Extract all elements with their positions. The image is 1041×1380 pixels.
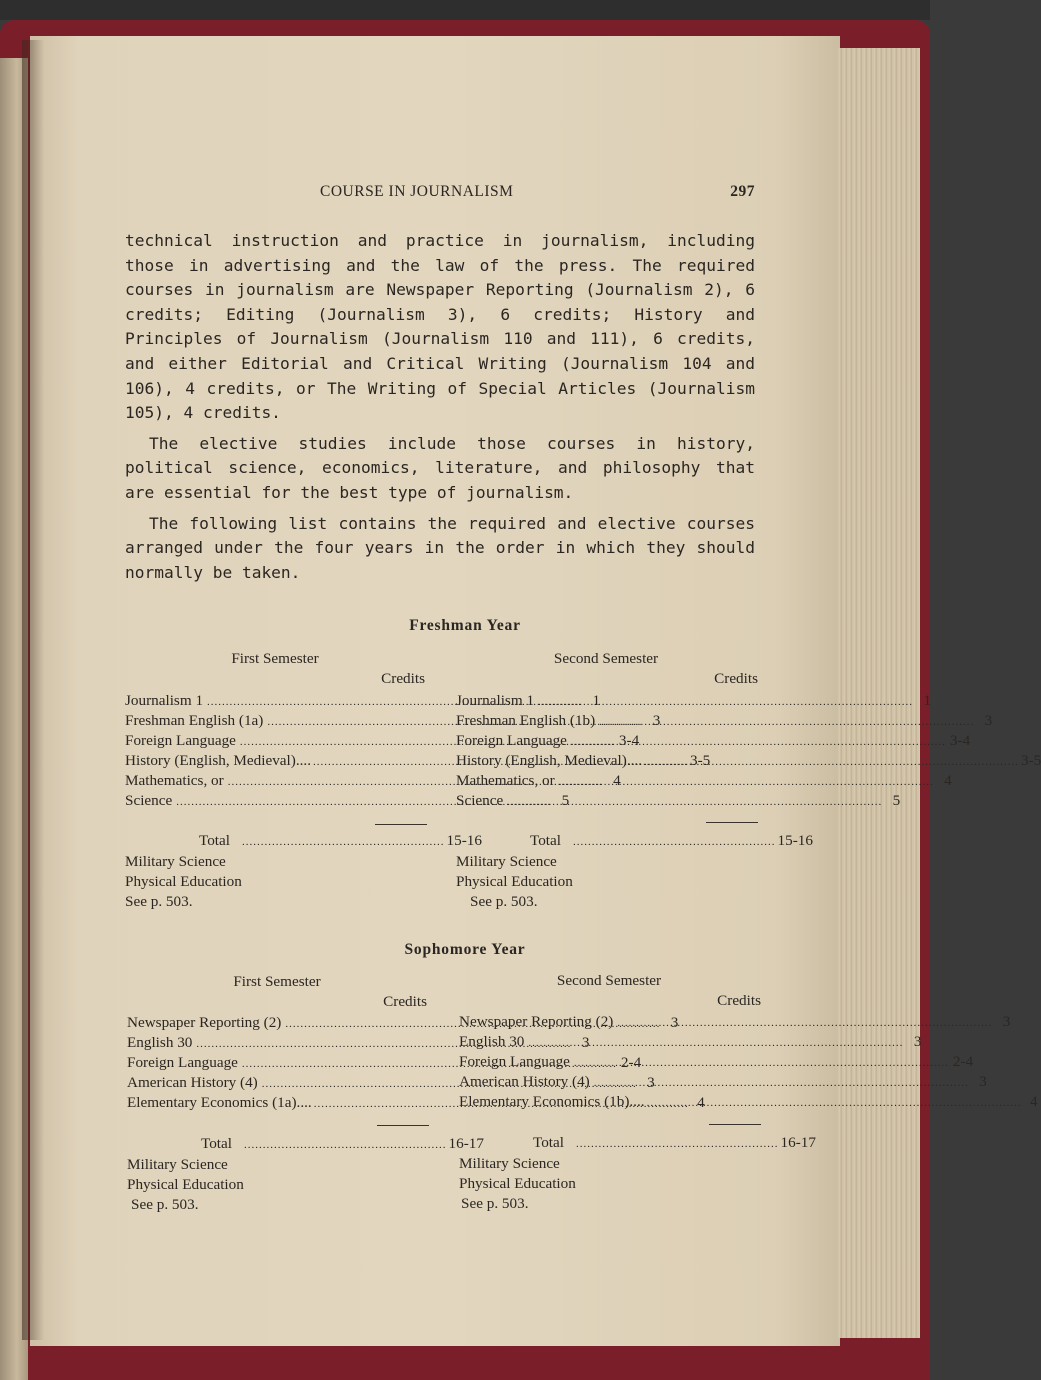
note-see-page: See p. 503. (125, 893, 193, 910)
paragraph: technical instruction and practice in journalism, including those in advertising and the law of the press. The required courses in journalism are Newspaper Reporting (Journalism 2), 6 credits; Editing (Journalism 3), 6 credits; History and Principles of Journalism (Journalism 110 and 111), 6 credits, and either Editorial and Critical Writing (Journalism 104 and 106), 4 credits, or The Writing of Special Articles (Journalism 105), 4 credits. (125, 231, 755, 423)
course-row (456, 792, 901, 812)
course-credits: 3 (652, 712, 661, 729)
leader-dots (507, 792, 882, 810)
course-credits: 3 (581, 1034, 590, 1051)
course-credits: 4 (697, 1094, 705, 1111)
course-row (127, 1054, 642, 1074)
leader-dots: ...................................................... (573, 836, 776, 848)
course-name: Elementary Economics (1b).... (459, 1093, 645, 1110)
course-name: Mathematics, or (456, 772, 555, 789)
sophomore-year-heading: Sophomore Year (404, 941, 526, 958)
course-name: Foreign Language (127, 1054, 238, 1071)
course-name: Science (456, 792, 504, 809)
course-credits: 4 (613, 772, 621, 789)
leader-dots (644, 752, 1019, 770)
course-credits: 3 (670, 1014, 679, 1031)
course-row (456, 772, 952, 792)
course-name: Elementary Economics (1a).... (127, 1094, 312, 1111)
note-military: Military Science (456, 853, 557, 870)
course-row (456, 752, 1041, 772)
note-physical-ed: Physical Education (456, 873, 573, 890)
semester-heading: First Semester (231, 650, 319, 667)
leader-dots (538, 692, 913, 710)
course-name: Newspaper Reporting (2) (127, 1014, 282, 1031)
course-row (456, 692, 932, 712)
note-physical-ed: Physical Education (127, 1176, 244, 1193)
course-credits: 3 (984, 712, 993, 729)
course-name: History (English, Medieval).... (456, 752, 643, 769)
course-credits: 4 (944, 772, 952, 789)
leader-dots (571, 732, 946, 750)
course-name: Journalism 1 (456, 692, 535, 709)
running-title: COURSE IN JOURNALISM (320, 183, 514, 200)
total-rule (709, 1124, 761, 1125)
course-credits: 4 (1029, 1093, 1038, 1110)
course-row (125, 732, 640, 752)
course-row (125, 752, 711, 772)
freshman-year-heading: Freshman Year (409, 617, 521, 634)
course-credits: 3 (979, 1073, 987, 1090)
leader-dots: ...................................................... (242, 836, 445, 848)
note-see-page: See p. 503. (461, 1195, 529, 1212)
course-row (456, 732, 971, 752)
course-credits: 2-4 (620, 1054, 642, 1071)
total-value: 15-16 (446, 832, 482, 849)
course-name: Foreign Language (125, 732, 236, 749)
note-military: Military Science (459, 1155, 560, 1172)
credits-heading: Credits (714, 670, 758, 687)
course-credits: 3-5 (690, 752, 711, 769)
credits-heading: Credits (383, 993, 427, 1010)
total-value: 16-17 (780, 1134, 816, 1151)
total-label: Total (530, 832, 561, 849)
course-name: Newspaper Reporting (2) (459, 1013, 614, 1030)
course-credits: 3-4 (618, 732, 640, 749)
leader-dots (599, 712, 974, 730)
course-name: Freshman English (1a) (125, 712, 264, 729)
note-physical-ed: Physical Education (459, 1175, 576, 1192)
course-name: Journalism 1 (125, 692, 204, 709)
course-credits: 5 (561, 792, 570, 809)
course-name: American History (4) (459, 1073, 590, 1090)
semester-heading: Second Semester (556, 972, 662, 989)
semester-heading: First Semester (233, 973, 321, 990)
freshman-second-semester (456, 650, 1041, 920)
total-label: Total (199, 832, 230, 849)
course-credits: 3 (647, 1074, 655, 1091)
total-row (201, 1135, 484, 1153)
course-name: Science (125, 792, 173, 809)
course-name: Foreign Language (456, 732, 567, 749)
total-rule (706, 822, 758, 823)
course-credits: 1 (923, 692, 932, 709)
spine-shadow (22, 40, 44, 1340)
course-credits: 3 (1002, 1013, 1011, 1030)
course-name: Freshman English (1b) (456, 712, 596, 729)
total-row (533, 1134, 816, 1152)
course-row (459, 1013, 1011, 1033)
total-rule (377, 1125, 429, 1126)
leader-dots (559, 772, 934, 790)
leader-dots (574, 1053, 949, 1071)
course-row (456, 712, 993, 732)
course-row (127, 1074, 655, 1094)
total-row (199, 832, 482, 850)
note-physical-ed: Physical Education (125, 873, 242, 890)
course-row (459, 1093, 1038, 1113)
leader-dots (617, 1013, 992, 1031)
total-label: Total (533, 1134, 564, 1151)
course-row (459, 1033, 922, 1053)
total-rule (375, 824, 427, 825)
leader-dots (528, 1033, 903, 1051)
paragraph: The elective studies include those courses in history, political science, economics, literature, and philosophy that are essential for the best type of journalism. (125, 433, 755, 502)
course-credits: 5 (892, 792, 901, 809)
course-credits: 3-4 (949, 732, 971, 749)
semester-heading: Second Semester (553, 650, 659, 667)
credits-heading: Credits (717, 992, 761, 1009)
course-row (127, 1014, 679, 1034)
course-credits: 1 (592, 692, 601, 709)
running-header (125, 183, 755, 203)
course-name: English 30 (127, 1034, 193, 1051)
course-row (125, 692, 601, 712)
leader-dots (594, 1073, 969, 1091)
paragraph: The following list contains the required and elective courses arranged under the four years in the order in which they should normally be taken. (125, 513, 755, 582)
body-text (125, 229, 755, 591)
leader-dots (647, 1093, 1022, 1111)
course-row (459, 1073, 987, 1093)
course-name: History (English, Medieval).... (125, 752, 312, 769)
background-strip (0, 0, 930, 20)
course-name: English 30 (459, 1033, 525, 1050)
leader-dots: ...................................................... (576, 1138, 779, 1150)
course-credits: 3-5 (1021, 752, 1041, 769)
note-military: Military Science (127, 1156, 228, 1173)
credits-heading: Credits (381, 670, 425, 687)
course-credits: 3 (913, 1033, 922, 1050)
course-row (459, 1053, 974, 1073)
course-row (127, 1034, 590, 1054)
sophomore-second-semester (459, 972, 1038, 1232)
note-see-page: See p. 503. (131, 1196, 199, 1213)
leader-dots: ...................................................... (244, 1139, 447, 1151)
course-name: Foreign Language (459, 1053, 570, 1070)
total-value: 15-16 (777, 832, 813, 849)
total-row (530, 832, 813, 850)
note-military: Military Science (125, 853, 226, 870)
page-number: 297 (730, 183, 755, 200)
course-name: American History (4) (127, 1074, 258, 1091)
total-label: Total (201, 1135, 232, 1152)
course-name: Mathematics, or (125, 772, 224, 789)
note-see-page: See p. 503. (470, 893, 538, 910)
course-row (125, 772, 621, 792)
total-value: 16-17 (448, 1135, 484, 1152)
course-credits: 2-4 (952, 1053, 974, 1070)
course-row (125, 792, 570, 812)
